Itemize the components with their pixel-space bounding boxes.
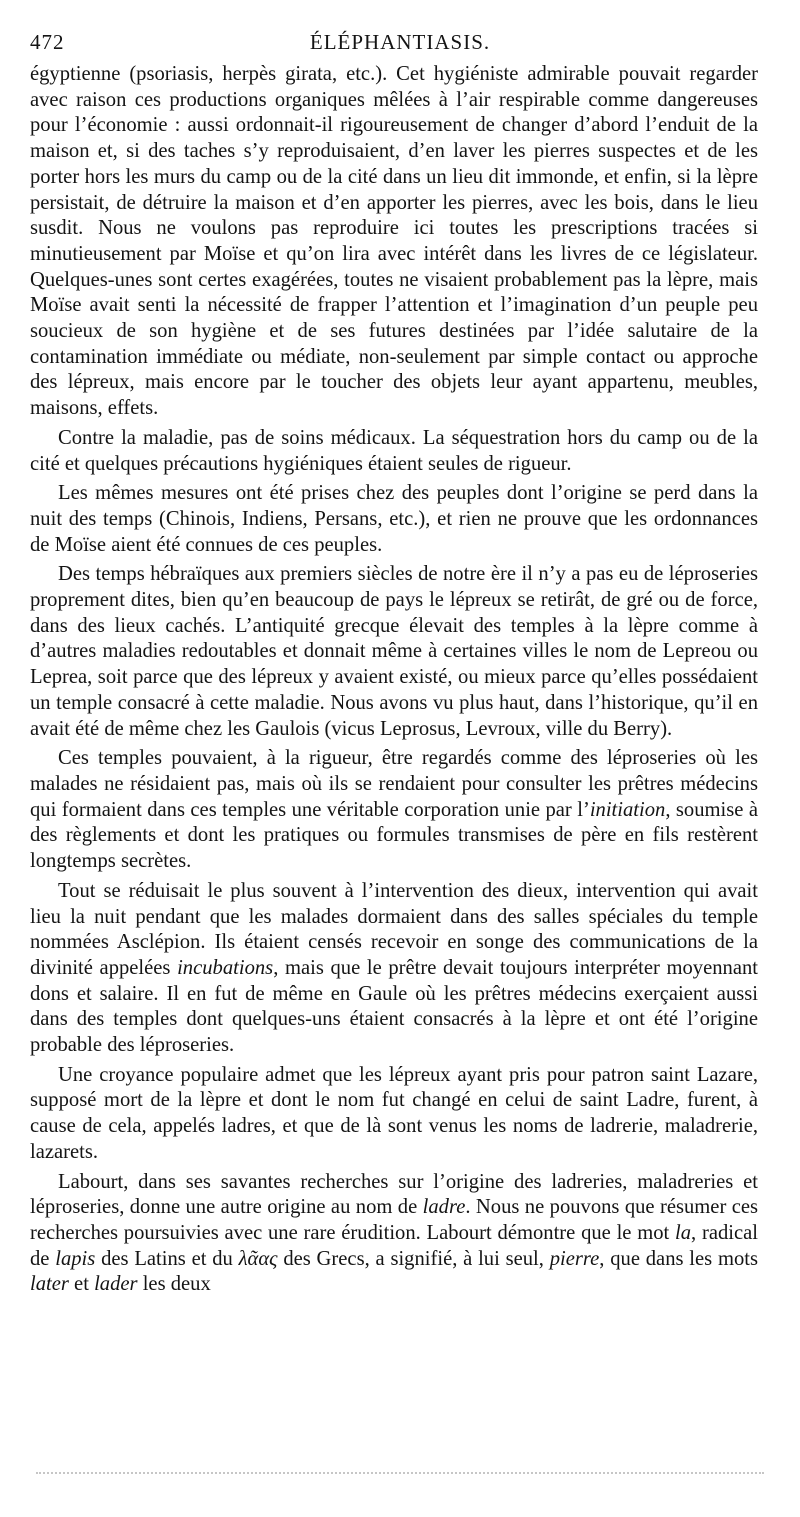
text-run: , mais que le prêtre devait toujours interpréter moyennant dons et salaire. Il en fut de même en Gaule où les prêtres médecins exerçaient aussi dans des temples dont quelques-uns étaient consacrés à la lèpre et ont été l’origine probable des léproseries. (30, 956, 758, 1057)
italic-term: λᾶας (238, 1247, 278, 1270)
text-run: , radical de (30, 1221, 758, 1270)
paragraph (30, 62, 758, 422)
italic-term: ladre (422, 1196, 466, 1219)
text-run: Des temps hébraïques aux premiers siècles de notre ère il n’y a pas eu de léproseries proprement dites, bien qu’en beaucoup de pays le lépreux se retirât, de gré ou de force, dans des lieux cachés. L’antiquité grecque élevait des temples à la lèpre comme à d’autres maladies redoutables et donnait même à certaines villes le nom de Lepreou ou Leprea, soit parce que des lépreux y avaient existé, ou mieux parce qu’elles possédaient un temple consacré à cette maladie. Nous avons vu plus haut, dans l’historique, qu’il en avait été de même chez les Gaulois (vicus Leprosus, Levroux, ville du Berry). (30, 563, 758, 740)
paragraph (30, 481, 758, 558)
text-run: , soumise à des règlements et dont les pratiques ou formules transmises de père en fils restèrent longtemps secrètes. (30, 798, 758, 873)
text-run: égyptienne (psoriasis, herpès girata, etc.). Cet hygiéniste admirable pouvait regarder avec raison ces productions organiques mêlées à l’air respirable comme dangereuses pour l’économie : aussi ordonnait-il rigoureusement de changer d’abord l’enduit de la maison et, si des taches s’y reproduisaient, d’en laver les pierres suspectes et de les porter hors les murs du camp ou de la cité dans un lieu dit immonde, et enfin, si la lèpre persistait, de détruire la maison et d’en apporter les pierres, avec les bois, dans le lieu susdit. Nous ne voulons pas reproduire ici toutes les prescriptions tracées si minutieusement par Moïse et qu’on lira avec intérêt dans les livres de ce législateur. Quelques-unes sont certes exagérées, toutes ne visaient probablement pas la lèpre, mais Moïse avait senti la nécessité de frapper l’attention et l’imagination d’un peuple peu soucieux de son hygiène et de ses futures destinées par l’idée salutaire de la contamination immédiate ou médiate, non-seulement par simple contact ou approche des lépreux, mais encore par le toucher des objets leur ayant appartenu, meubles, maisons, effets. (30, 63, 758, 420)
text-run: et (68, 1273, 95, 1296)
paragraph (30, 426, 758, 477)
paragraph (30, 879, 758, 1059)
bleed-through-line (36, 1472, 764, 1480)
paragraph (30, 746, 758, 875)
page-number: 472 (30, 30, 65, 54)
paragraph (30, 1170, 758, 1299)
text-run: des Grecs, a signifié, à lui seul, (277, 1247, 550, 1270)
italic-term: pierre (549, 1247, 600, 1270)
italic-term: incubations (177, 956, 274, 979)
italic-term: lader (94, 1273, 138, 1296)
body-text (30, 62, 758, 1298)
text-run: . Nous ne pouvons que résumer ces recherches poursuivies avec une rare érudition. Labourt démontre que le mot (30, 1196, 759, 1244)
text-run: Les mêmes mesures ont été prises chez des peuples dont l’origine se perd dans la nuit des temps (Chinois, Indiens, Persans, etc.), et rien ne prouve que les ordonnances de Moïse aient été connues de ces peuples. (30, 482, 758, 556)
italic-term: later (30, 1273, 69, 1296)
text-run: Labourt, dans ses savantes recherches sur l’origine des ladreries, maladreries et léproseries, donne une autre origine au nom de (30, 1170, 758, 1219)
paragraph (30, 1063, 758, 1166)
text-run: Ces temples pouvaient, à la rigueur, être regardés comme des léproseries où les malades ne résidaient pas, mais où ils se rendaient pour consulter les prêtres médecins qui formaient dans ces temples une véritable corporation unie par l’ (30, 747, 758, 821)
text-run: des Latins et du (95, 1247, 239, 1270)
running-title: ÉLÉPHANTIASIS. (309, 30, 491, 54)
text-run: les deux (137, 1273, 211, 1296)
italic-term: la (675, 1221, 692, 1244)
italic-term: lapis (55, 1247, 96, 1270)
text-run: Contre la maladie, pas de soins médicaux. La séquestration hors du camp ou de la cité et quelques précautions hygiéniques étaient seules de rigueur. (30, 426, 758, 475)
italic-term: initiation (589, 798, 666, 821)
text-run: , que dans les mots (599, 1247, 759, 1270)
text-run: Tout se réduisait le plus souvent à l’intervention des dieux, intervention qui avait lieu la nuit pendant que les malades dormaient dans des salles spéciales du temple nommées Asclépion. Ils étaient censés recevoir en songe des communications de la divinité appelées (30, 879, 758, 979)
paragraph (30, 562, 758, 742)
page-header (30, 30, 770, 58)
text-run: Une croyance populaire admet que les lépreux ayant pris pour patron saint Lazare, supposé mort de la lèpre et dont le nom fut changé en celui de saint Ladre, furent, à cause de cela, appelés ladres, et que de là sont venus les noms de ladrerie, maladrerie, lazarets. (30, 1063, 758, 1163)
